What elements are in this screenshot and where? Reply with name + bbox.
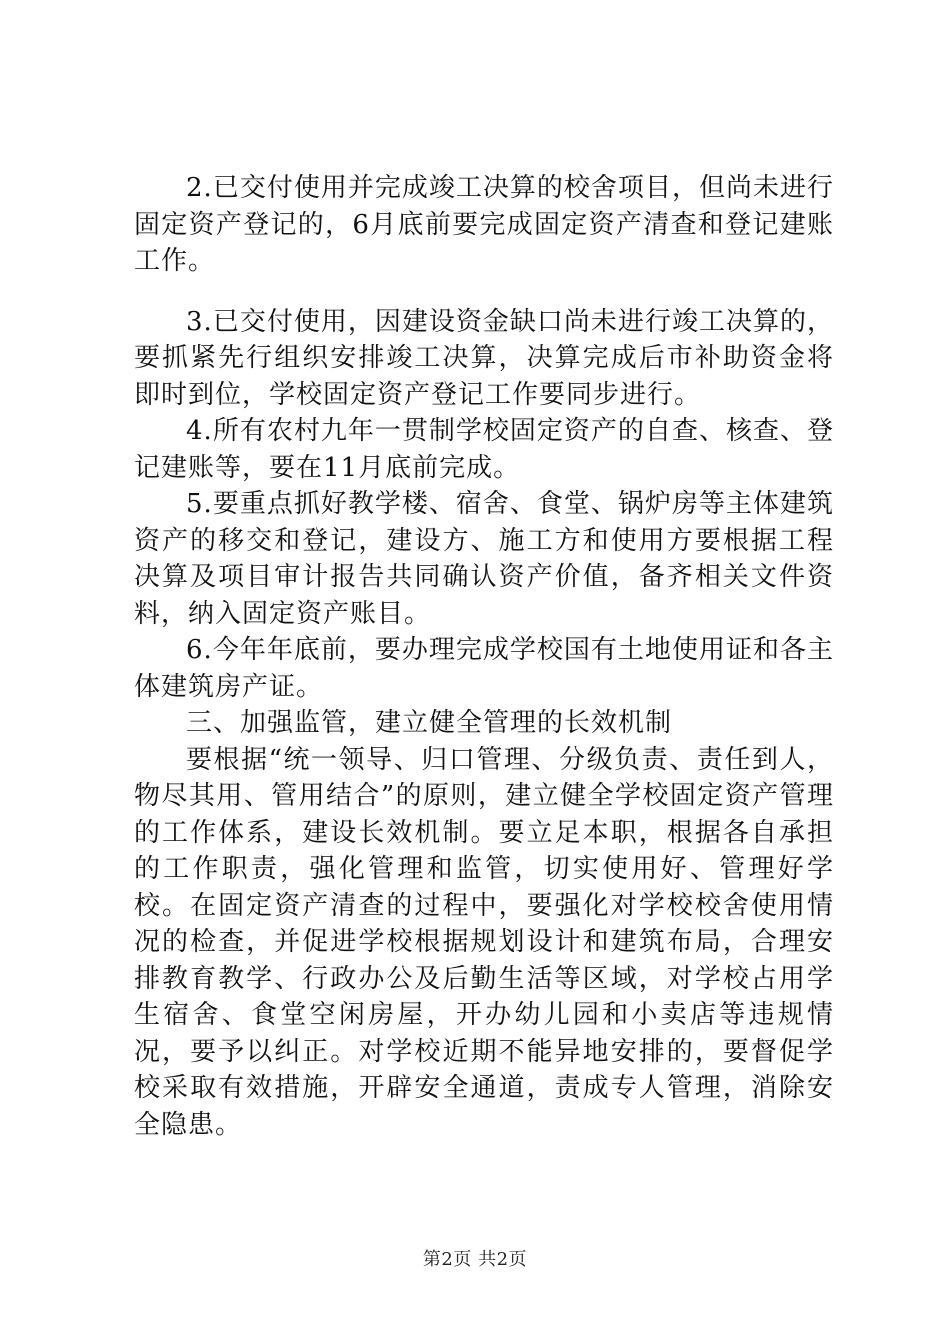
paragraph-item-5: 5.要重点抓好教学楼、宿舍、食堂、锅炉房等主体建筑资产的移交和登记，建设方、施工方和使用方要根据工程决算及项目审计报告共同确认资产价值，备齐相关文件资料，纳入固定资产账目。 xyxy=(134,489,834,629)
paragraph-item-3: 3.已交付使用，因建设资金缺口尚未进行竣工决算的，要抓紧先行组织安排竣工决算，决算完成后市补助资金将即时到位，学校固定资产登记工作要同步进行。 xyxy=(134,306,834,410)
document-body xyxy=(134,170,834,1143)
section-heading-3: 三、加强监管，建立健全管理的长效机制 xyxy=(186,708,673,738)
paragraph-supervision: 要根据“统一领导、归口管理、分级负责、责任到人，物尽其用、管用结合”的原则，建立健全学校固定资产管理的工作体系，建设长效机制。要立足本职，根据各自承担的工作职责，强化管理和监管，切实使用好、管理好学校。在固定资产清查的过程中，要强化对学校校舍使用情况的检查，并促进学校根据规划设计和建筑布局，合理安排教育教学、行政办公及后勤生活等区域，对学校占用学生宿舍、食堂空闲房屋，开办幼儿园和小卖店等违规情况，要予以纠正。对学校近期不能异地安排的，要督促学校采取有效措施，开辟安全通道，责成专人管理，消除安全隐患。 xyxy=(134,744,834,1140)
page-footer: 第2页 共2页 xyxy=(422,1249,528,1270)
paragraph-item-6: 6.今年年底前，要办理完成学校国有土地使用证和各主体建筑房产证。 xyxy=(134,635,834,702)
paragraph-item-2: 2.已交付使用并完成竣工决算的校舍项目，但尚未进行固定资产登记的，6月底前要完成固定资产清查和登记建账工作。 xyxy=(134,173,834,276)
paragraph-item-4: 4.所有农村九年一贯制学校固定资产的自查、核查、登记建账等，要在11月底前完成。 xyxy=(134,416,834,483)
